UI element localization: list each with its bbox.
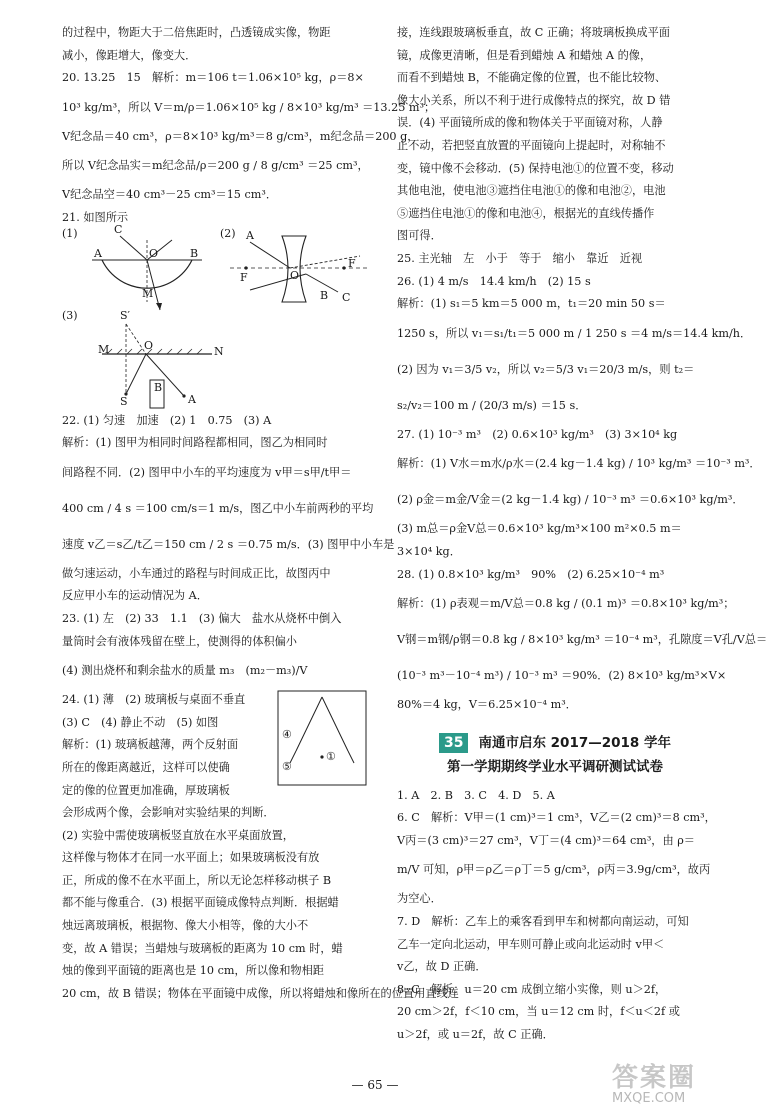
- text-line: 烛远离玻璃板，根据物、像大小相等，像的大小不: [62, 919, 309, 933]
- text-line: 的过程中，物距大于二倍焦距时，凸透镜成实像，物距: [62, 26, 331, 39]
- text-line: 20 cm＞2f，f＜10 cm，当 u＝12 cm 时，f＜u＜2f 或: [397, 1005, 680, 1019]
- figure-concave-lens: [220, 226, 380, 316]
- text-line: 解析：(1) V水＝m水/ρ水＝(2.4 kg－1.4 kg) / 10³ kg/m³ ＝10⁻³ m³．: [397, 457, 761, 471]
- text-line: 而看不到蜡烛 B，不能确定像的位置，也不能比较物、: [397, 71, 667, 85]
- point-label: O: [290, 268, 300, 282]
- point-label: C: [342, 290, 351, 304]
- text-line: 10³ kg/m³，所以 V＝m/ρ＝1.06×10⁵ kg / 8×10³ kg/m³ ＝13.25 m³；: [62, 100, 436, 114]
- text-line: 图可得．: [397, 229, 442, 243]
- text-line: 这样像与物体才在同一水平面上；如果玻璃板没有放: [62, 851, 320, 865]
- text-line: (2) 因为 v₁＝3/5 v₂，所以 v₂＝5/3 v₁＝20/3 m/s，则 t₂＝: [397, 362, 695, 376]
- circle-number-label: ⑤: [282, 760, 292, 774]
- text-line: 解析：(1) s₁＝5 km＝5 000 m，t₁＝20 min 50 s＝: [397, 297, 666, 311]
- question-23-answer: 23. (1) 左 (2) 33 1.1 (3) 偏大 盐水从烧杯中倒入: [62, 611, 342, 625]
- exam-section-header: [397, 731, 713, 779]
- text-line: 解析：(1) ρ表观＝m/V总＝0.8 kg / (0.1 m)³ ＝0.8×10³ kg/m³；: [397, 597, 735, 611]
- text-line: 像大小关系，所以不利于进行成像特点的探究，故 D 错: [397, 93, 671, 107]
- text-line: 做匀速运动，小车通过的路程与时间成正比，故图丙中: [62, 566, 331, 580]
- text-line: 速度 v乙＝s乙/t乙＝150 cm / 2 s ＝0.75 m/s．(3) 图甲中小车是: [62, 537, 395, 551]
- text-line: 所在的像距离越近，这样可以使确: [62, 760, 230, 774]
- answers-1-5: 1. A 2. B 3. C 4. D 5. A: [397, 788, 555, 802]
- section-title: 南通市启东 2017—2018 学年: [478, 734, 672, 751]
- circle-number-label: ①: [326, 750, 336, 764]
- point-label: B: [154, 380, 163, 394]
- point-label: O: [149, 246, 159, 260]
- text-line: 镜，成像更清晰，但是看到蜡烛 A 和蜡烛 A 的像，: [397, 48, 652, 62]
- point-label: M: [142, 286, 154, 300]
- point-label: S′: [120, 308, 131, 322]
- optics-figures-row-2: [62, 308, 380, 410]
- text-line: 400 cm / 4 s ＝100 cm/s＝1 m/s，图乙中小车前两秒的平均: [62, 501, 374, 515]
- text-line: 其他电池，使电池③遮挡住电池①的像和电池②，电池: [397, 184, 666, 198]
- text-line: 会形成两个像，会影响对实验结果的判断．: [62, 806, 275, 820]
- text-line: 80%＝4 kg，V＝6.25×10⁻⁴ m³．: [397, 698, 577, 712]
- text-line: ⑤遮挡住电池①的像和电池④，根据光的直线传播作: [397, 206, 655, 220]
- point-label: M: [98, 342, 110, 356]
- figure-battery-positions: [276, 689, 368, 787]
- text-line: 20 cm，故 B 错误；物体在平面镜中成像，所以将蜡烛和像所在的位置用直线连: [62, 986, 459, 1000]
- text-line: s₂/v₂＝100 m / (20/3 m/s) ＝15 s．: [397, 398, 587, 412]
- figure-plane-mirror: [62, 308, 232, 410]
- text-line: 所以 V纪念品实＝m纪念品/ρ＝200 g / 8 g/cm³ ＝25 cm³，: [62, 159, 369, 173]
- page-number: — 65 —: [351, 1078, 399, 1092]
- text-line: V纪念品空＝40 cm³－25 cm³＝15 cm³．: [62, 188, 278, 202]
- question-25-answer: 25. 主光轴 左 小于 等于 缩小 靠近 近视: [397, 251, 643, 265]
- text-line: 变，故 A 错误；当蜡烛与玻璃板的距离为 10 cm 时，蜡: [62, 941, 343, 955]
- text-line: V丙＝(3 cm)³＝27 cm³，V丁＝(4 cm)³＝64 cm³，由 ρ＝: [397, 833, 695, 847]
- text-line: (3) C (4) 静止不动 (5) 如图: [62, 715, 219, 729]
- question-20-answer: 20. 13.25 15 解析：m＝106 t＝1.06×10⁵ kg，ρ＝8×: [62, 71, 364, 85]
- point-label: B: [320, 288, 329, 302]
- question-8-answer: 8. C 解析：u＝20 cm 成倒立缩小实像，则 u＞2f，: [397, 982, 667, 996]
- figure-number: (3): [62, 308, 78, 322]
- figure-semicircle-refraction: [62, 222, 212, 316]
- point-label: F: [240, 270, 248, 284]
- point-label: C: [114, 222, 123, 236]
- text-line: (2) 实验中需使玻璃板竖直放在水平桌面放置，: [62, 828, 294, 842]
- text-line: 1250 s，所以 v₁＝s₁/t₁＝5 000 m / 1 250 s ＝4 m/s＝14.4 km/h．: [397, 326, 752, 340]
- watermark-url: MXQE.COM: [612, 1091, 686, 1106]
- text-line: 变，镜中像不会移动．(5) 保持电池①的位置不变，移动: [397, 161, 674, 175]
- point-label: N: [214, 344, 224, 358]
- text-line: (2) ρ金＝m金/V金＝(2 kg－1.4 kg) / 10⁻³ m³ ＝0.6×10³ kg/m³．: [397, 493, 744, 507]
- text-line: 接，连线跟玻璃板垂直，故 C 正确；将玻璃板换成平面: [397, 26, 670, 39]
- text-line: 烛的像到平面镜的距离也是 10 cm，所以像和物相距: [62, 964, 324, 978]
- question-6-answer: 6. C 解析：V甲＝(1 cm)³＝1 cm³，V乙＝(2 cm)³＝8 cm³，: [397, 811, 716, 825]
- text-line: 量筒时会有液体残留在壁上，使测得的体积偏小: [62, 634, 297, 648]
- text-line: V钢＝m钢/ρ钢＝0.8 kg / 8×10³ kg/m³ ＝10⁻⁴ m³，孔隙度＝V孔/V总＝: [397, 633, 767, 647]
- point-label: A: [188, 392, 196, 406]
- text-line: 误．(4) 平面镜所成的像和物体关于平面镜对称，人静: [397, 116, 663, 130]
- question-7-answer: 7. D 解析：乙车上的乘客看到甲车和树都向南运动，可知: [397, 915, 689, 929]
- text-line: 解析：(1) 图甲为相同时间路程都相同，图乙为相同时: [62, 436, 328, 450]
- optics-figures-row-1: [62, 222, 380, 316]
- text-line: 止不动，若把竖直放置的平面镜向上提起时，对称轴不: [397, 138, 666, 152]
- figure-number: (1): [62, 226, 78, 240]
- point-label: S: [120, 394, 128, 408]
- text-line: 反应甲小车的运动情况为 A．: [62, 589, 208, 603]
- text-line: 定的像的位置更加准确，厚玻璃板: [62, 783, 230, 797]
- text-line: 乙车一定向北运动，甲车则可静止或向北运动时 v甲＜: [397, 937, 665, 951]
- point-label: O: [144, 338, 154, 352]
- figure-number: (2): [220, 226, 236, 240]
- text-line: V纪念品＝40 cm³，ρ＝8×10³ kg/m³＝8 g/cm³，m纪念品＝200 g，: [62, 129, 419, 143]
- question-26-answer: 26. (1) 4 m/s 14.4 km/h (2) 15 s: [397, 274, 591, 288]
- section-title-line-1: [397, 731, 713, 755]
- point-label: A: [246, 228, 254, 242]
- question-28-answer: 28. (1) 0.8×10³ kg/m³ 90% (2) 6.25×10⁻⁴ m³: [397, 567, 665, 581]
- point-label: F: [348, 256, 356, 270]
- text-line: 正，所成的像不在水平面上，所以无论怎样移动棋子 B: [62, 873, 332, 887]
- section-title-line-2: 第一学期期终学业水平调研测试试卷: [447, 758, 663, 775]
- question-24-answer: 24. (1) 薄 (2) 玻璃板与桌面不垂直: [62, 693, 246, 707]
- text-line: 都不能与像重合．(3) 根据平面镜成像特点判断．根据蜡: [62, 896, 339, 910]
- text-line: 解析：(1) 玻璃板越薄，两个反射面: [62, 738, 239, 752]
- text-line: v乙，故 D 正确．: [397, 960, 487, 974]
- text-line: (4) 测出烧杯和剩余盐水的质量 m₃ (m₂－m₃)/V: [62, 664, 308, 678]
- point-label: A: [94, 246, 102, 260]
- question-21-answer: 21. 如图所示: [62, 210, 129, 224]
- text-line: 减小，像距增大，像变大．: [62, 48, 197, 62]
- text-line: 3×10⁴ kg．: [397, 544, 461, 558]
- section-number-badge: 35: [439, 733, 468, 753]
- text-line: 间路程不同．(2) 图甲中小车的平均速度为 v甲＝s甲/t甲＝: [62, 465, 352, 479]
- point-label: B: [190, 246, 199, 260]
- text-line: u＞2f，或 u＝2f，故 C 正确．: [397, 1028, 554, 1042]
- watermark-logo: [612, 1064, 742, 1108]
- question-22-answer: 22. (1) 匀速 加速 (2) 1 0.75 (3) A: [62, 413, 272, 427]
- text-line: (10⁻³ m³－10⁻⁴ m³) / 10⁻³ m³ ＝90%．(2) 8×10³ kg/m³×V×: [397, 669, 727, 683]
- text-line: (3) m总＝ρ金V总＝0.6×10³ kg/m³×100 m²×0.5 m＝: [397, 522, 682, 536]
- watermark-text: 答案圈: [612, 1063, 697, 1093]
- right-column: [397, 22, 767, 1047]
- text-line: 为空心．: [397, 892, 442, 906]
- text-line: m/V 可知，ρ甲＝ρ乙＝ρ丁＝5 g/cm³，ρ丙＝3.9g/cm³，故丙: [397, 863, 711, 877]
- circle-number-label: ④: [282, 728, 292, 742]
- question-27-answer: 27. (1) 10⁻³ m³ (2) 0.6×10³ kg/m³ (3) 3×10⁴ kg: [397, 427, 678, 441]
